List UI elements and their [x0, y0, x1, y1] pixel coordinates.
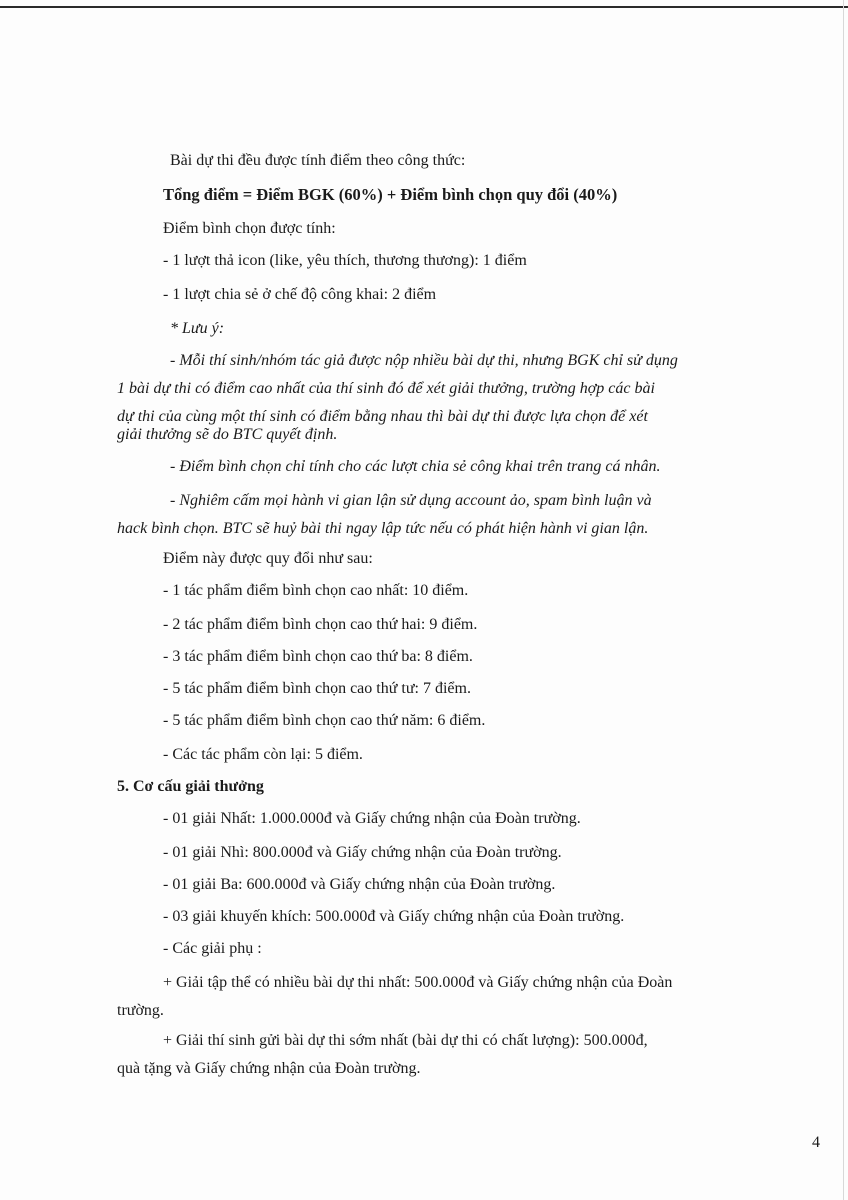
conversion-rank-1: - 1 tác phẩm điểm bình chọn cao nhất: 10 điểm. — [163, 582, 469, 599]
prize-second: - 01 giải Nhì: 800.000đ và Giấy chứng nhận của Đoàn trường. — [163, 844, 562, 861]
formula-intro: Bài dự thi đều được tính điểm theo công thức: — [170, 152, 466, 169]
note-1-line-1: - Mỗi thí sinh/nhóm tác giả được nộp nhiều bài dự thi, nhưng BGK chỉ sử dụng — [170, 352, 678, 369]
conversion-rank-3: - 3 tác phẩm điểm bình chọn cao thứ ba: 8 điểm. — [163, 648, 473, 665]
vote-rule-icon: - 1 lượt thả icon (like, yêu thích, thương thương): 1 điểm — [163, 252, 527, 269]
page-number: 4 — [812, 1134, 820, 1151]
note-heading: * Lưu ý: — [170, 320, 225, 337]
prize-encouragement: - 03 giải khuyến khích: 500.000đ và Giấy chứng nhận của Đoàn trường. — [163, 908, 625, 925]
note-3-line-1: - Nghiêm cấm mọi hành vi gian lận sử dụng account ảo, spam bình luận và — [170, 492, 652, 509]
section-5-heading: 5. Cơ cấu giải thưởng — [117, 778, 264, 795]
sub-prize-early-line-2: quà tặng và Giấy chứng nhận của Đoàn trường. — [117, 1060, 421, 1077]
conversion-heading: Điểm này được quy đổi như sau: — [163, 550, 373, 567]
prize-first: - 01 giải Nhất: 1.000.000đ và Giấy chứng nhận của Đoàn trường. — [163, 810, 581, 827]
sub-prize-group-line-1: + Giải tập thể có nhiều bài dự thi nhất: 500.000đ và Giấy chứng nhận của Đoàn — [163, 974, 673, 991]
conversion-rank-5: - 5 tác phẩm điểm bình chọn cao thứ năm: 6 điểm. — [163, 712, 486, 729]
note-1-line-2: 1 bài dự thi có điểm cao nhất của thí sinh đó để xét giải thưởng, trường hợp các bài — [117, 380, 655, 397]
conversion-rank-4: - 5 tác phẩm điểm bình chọn cao thứ tư: 7 điểm. — [163, 680, 471, 697]
top-border-line — [0, 6, 848, 8]
right-edge-line — [843, 0, 844, 1200]
note-2: - Điểm bình chọn chỉ tính cho các lượt chia sẻ công khai trên trang cá nhân. — [170, 458, 661, 475]
conversion-rest: - Các tác phẩm còn lại: 5 điểm. — [163, 746, 363, 763]
note-1-line-4: giải thưởng sẽ do BTC quyết định. — [117, 426, 338, 443]
sub-prize-early-line-1: + Giải thí sinh gửi bài dự thi sớm nhất (bài dự thi có chất lượng): 500.000đ, — [163, 1032, 648, 1049]
vote-score-heading: Điểm bình chọn được tính: — [163, 220, 336, 237]
conversion-rank-2: - 2 tác phẩm điểm bình chọn cao thứ hai: 9 điểm. — [163, 616, 478, 633]
formula-total-score: Tổng điểm = Điểm BGK (60%) + Điểm bình chọn quy đổi (40%) — [163, 185, 618, 204]
note-1-line-3: dự thi của cùng một thí sinh có điểm bằng nhau thì bài dự thi được lựa chọn để xét — [117, 408, 648, 425]
sub-prizes-heading: - Các giải phụ : — [163, 940, 262, 957]
vote-rule-share: - 1 lượt chia sẻ ở chế độ công khai: 2 điểm — [163, 286, 437, 303]
sub-prize-group-line-2: trường. — [117, 1002, 164, 1019]
prize-third: - 01 giải Ba: 600.000đ và Giấy chứng nhận của Đoàn trường. — [163, 876, 556, 893]
note-3-line-2: hack bình chọn. BTC sẽ huỷ bài thi ngay lập tức nếu có phát hiện hành vi gian lận. — [117, 520, 649, 537]
